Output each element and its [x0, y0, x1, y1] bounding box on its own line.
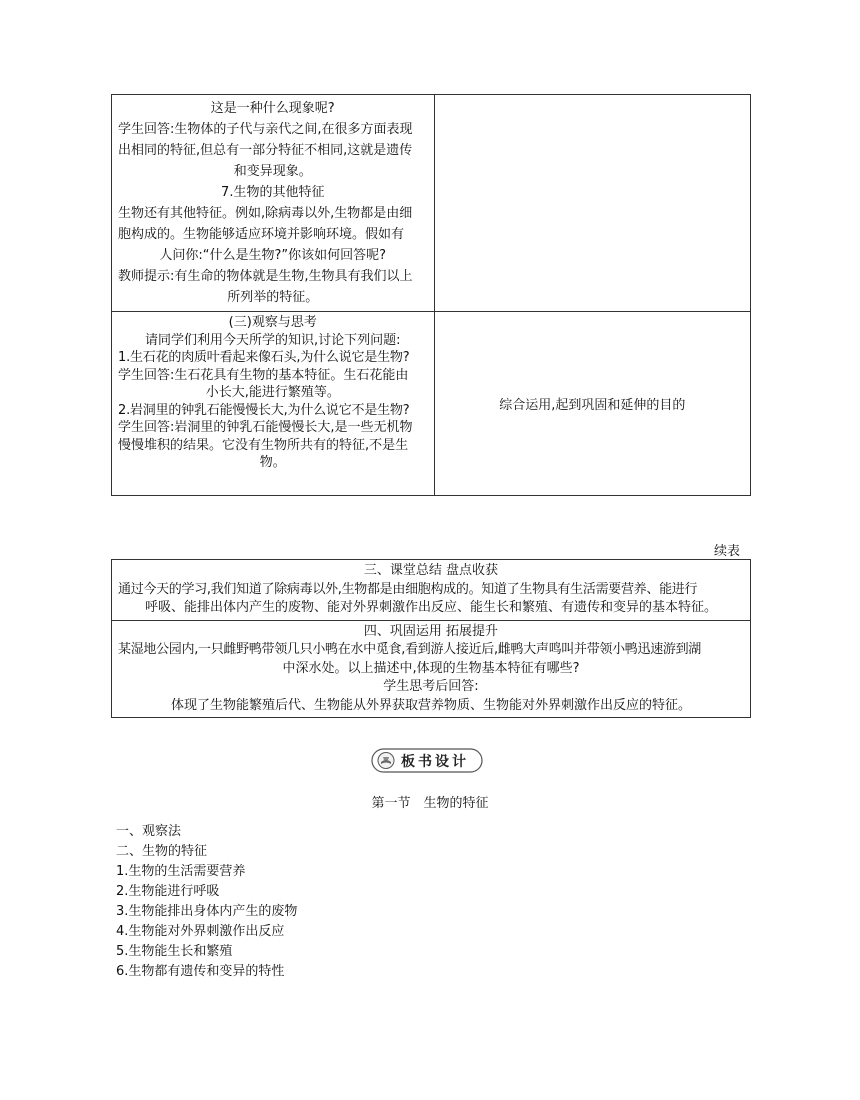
- text-line: 教师提示:有生命的物体就是生物,生物具有我们以上: [118, 269, 413, 284]
- text-line: 体现了生物能繁殖后代、生物能从外界获取营养物质、生物能对外界刺激作出反应的特征。: [170, 697, 691, 713]
- text-line: 学生回答:岩洞里的钟乳石能慢慢长大,是一些无机物: [118, 420, 413, 435]
- summary-cell: [112, 560, 751, 621]
- text-line: 请同学们利用今天所学的知识,讨论下列问题:: [145, 332, 401, 348]
- text-line: 出相同的特征,但总有一部分特征不相同,这就是遗传: [118, 143, 413, 158]
- text-line: 所列举的特征。: [227, 290, 319, 305]
- outline-item: 5.生物能生长和繁殖: [116, 944, 233, 959]
- text-line: 通过今天的学习,我们知道了除病毒以外,生物都是由细胞构成的。知道了生物具有生活需要营养、能进行: [118, 581, 698, 597]
- section-title: 第一节 生物的特征: [371, 796, 489, 811]
- board-design-title: 板书设计: [401, 754, 469, 770]
- design-intent-cell: [434, 312, 750, 496]
- table-row: [112, 560, 751, 621]
- application-cell: [112, 620, 751, 718]
- text-line: 小长大,能进行繁殖等。: [205, 385, 340, 400]
- text-line: 学生思考后回答:: [383, 679, 479, 694]
- subheading: (三)观察与思考: [228, 315, 317, 330]
- outline-item: 一、观察法: [116, 824, 182, 839]
- hand-book-icon: [377, 752, 395, 769]
- section-heading: 四、巩固运用 拓展提升: [363, 623, 499, 639]
- table-row: [112, 620, 751, 718]
- teaching-content-cell: [112, 95, 435, 312]
- outline-item: 1.生物的生活需要营养: [116, 864, 246, 879]
- design-intent-text: 综合运用,起到巩固和延伸的目的: [499, 398, 686, 413]
- table-row: [112, 312, 751, 496]
- table-row: [112, 95, 751, 312]
- section-heading: 三、课堂总结 盘点收获: [363, 563, 499, 578]
- text-line: 物。: [259, 455, 286, 470]
- text-line: 慢慢堆积的结果。它没有生物所共有的特征,不是生: [118, 437, 409, 453]
- outline-item: 二、生物的特征: [116, 844, 208, 859]
- board-design-badge: [371, 748, 483, 773]
- text-line: 学生回答:生物体的子代与亲代之间,在很多方面表现: [118, 122, 413, 137]
- text-line: 1.生石花的肉质叶看起来像石头,为什么说它是生物?: [118, 350, 410, 365]
- board-outline: [116, 822, 297, 982]
- subheading: 7.生物的其他特征: [221, 185, 325, 200]
- text-line: 2.岩洞里的钟乳石能慢慢长大,为什么说它不是生物?: [118, 402, 410, 418]
- text-line: 生物还有其他特征。例如,除病毒以外,生物都是由细: [118, 206, 413, 221]
- outline-item: 4.生物能对外界刺激作出反应: [116, 924, 285, 939]
- teaching-content-cell: [112, 312, 435, 496]
- outline-item: 6.生物都有遗传和变异的特性: [116, 964, 285, 979]
- text-line: 学生回答:生石花具有生物的基本特征。生石花能由: [118, 367, 409, 383]
- continuation-label: 续表: [714, 544, 741, 559]
- text-line: 胞构成的。生物能够适应环境并影响环境。假如有: [118, 227, 405, 242]
- text-line: 这是一种什么现象呢?: [210, 101, 335, 116]
- outline-item: 3.生物能排出身体内产生的废物: [116, 904, 298, 919]
- text-line: 中深水处。以上描述中,体现的生物基本特征有哪些?: [282, 660, 580, 676]
- outline-item: 2.生物能进行呼吸: [116, 884, 220, 899]
- lesson-table: [111, 94, 751, 496]
- text-line: 呼吸、能排出体内产生的废物、能对外界刺激作出反应、能生长和繁殖、有遗传和变异的基本特征。: [144, 600, 717, 615]
- design-intent-cell: [434, 95, 750, 312]
- text-line: 和变异现象。: [233, 164, 312, 179]
- text-line: 某湿地公园内,一只雌野鸭带领几只小鸭在水中觅食,看到游人接近后,雌鸭大声鸣叫并带领小鸭迅速游到湖: [118, 642, 701, 657]
- summary-table: [111, 559, 751, 718]
- text-line: 人问你:“什么是生物?”你该如何回答呢?: [159, 248, 387, 263]
